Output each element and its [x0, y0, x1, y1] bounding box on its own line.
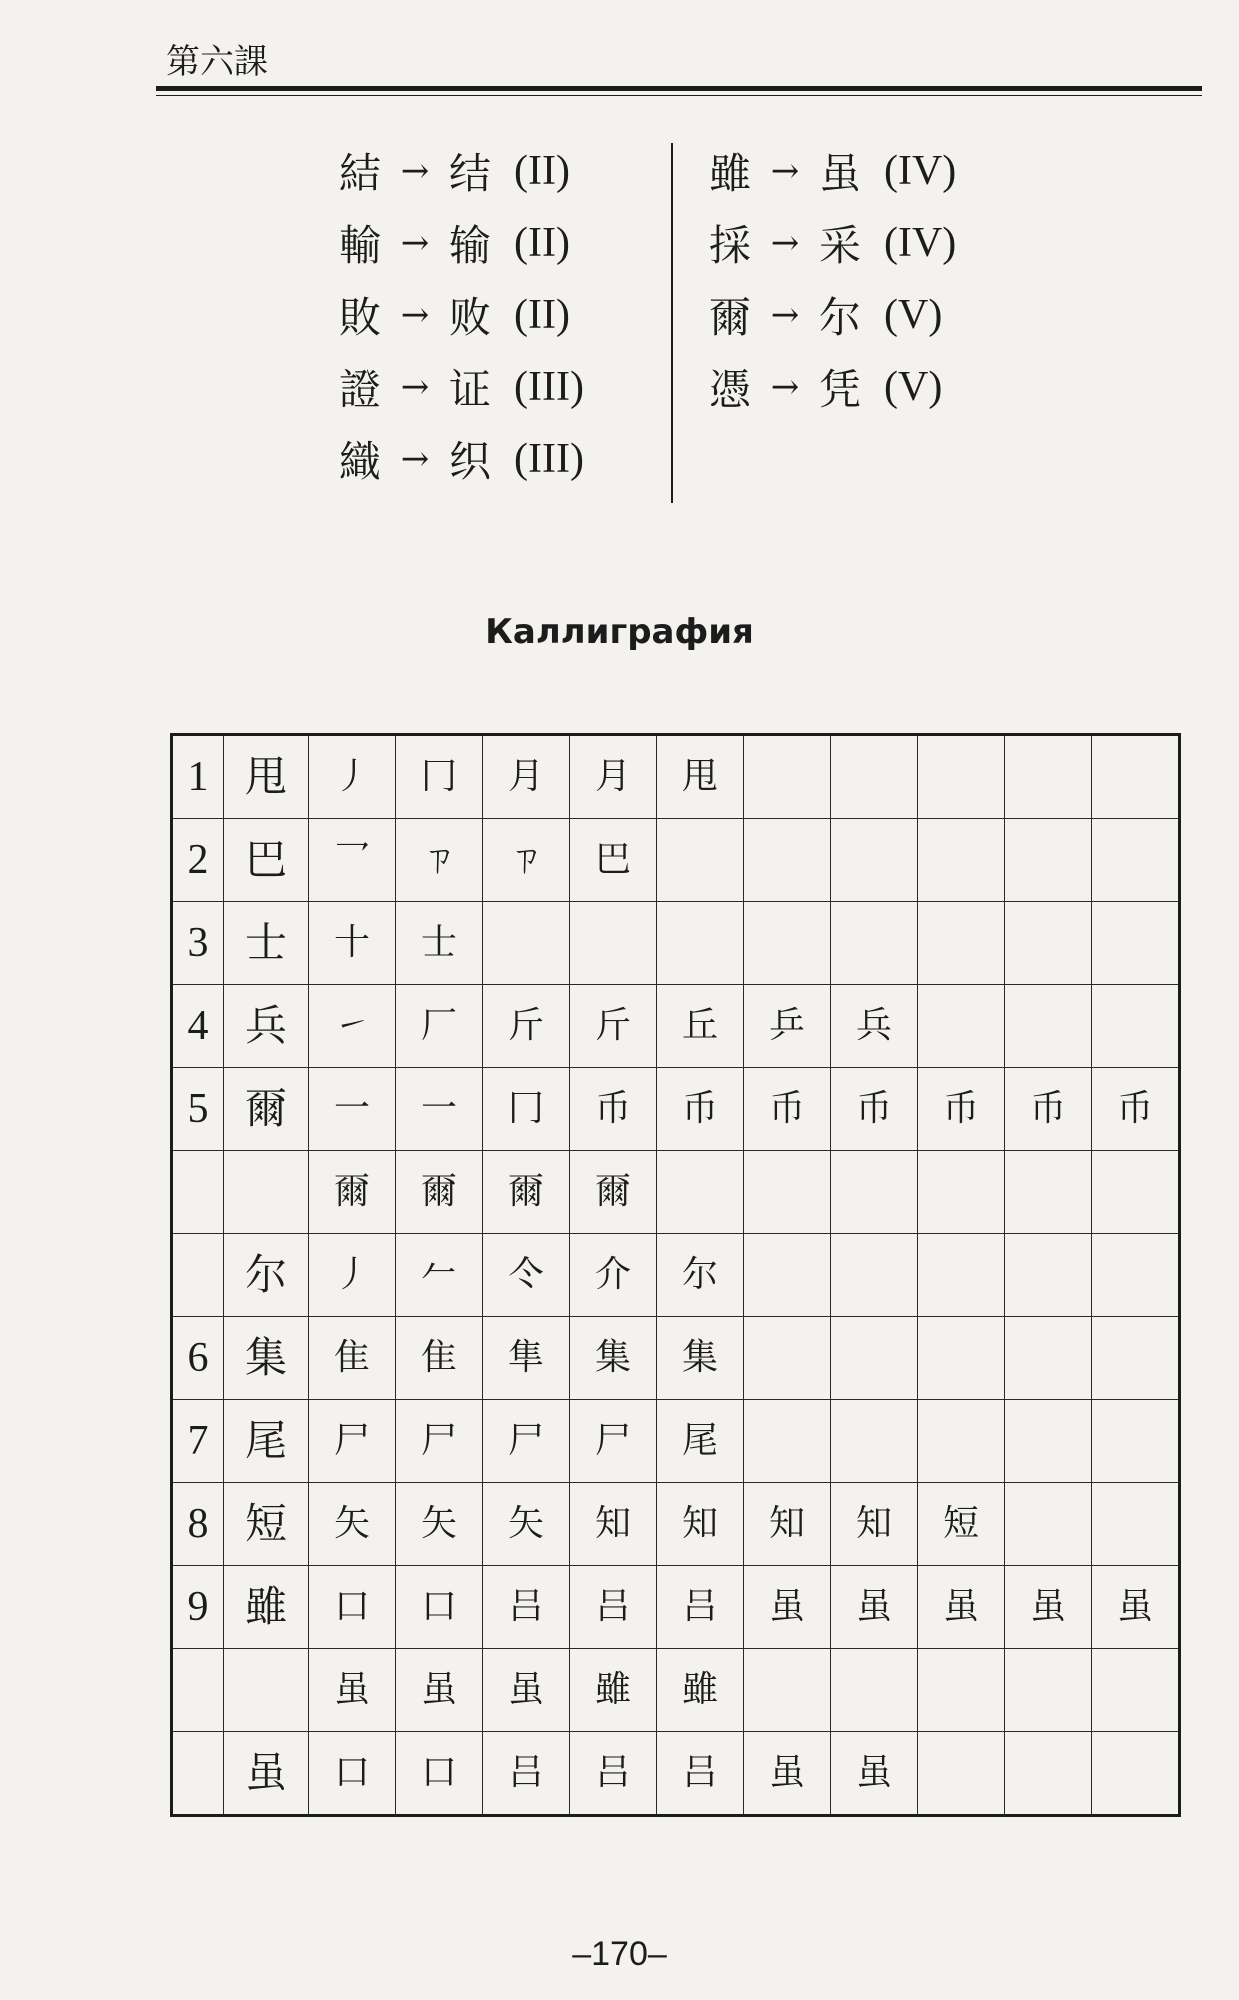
- stroke-step: 乛: [309, 819, 396, 902]
- stroke-step: 爾: [309, 1151, 396, 1234]
- stroke-step: [918, 735, 1005, 819]
- stroke-step: [1092, 1483, 1180, 1566]
- simplified-char: 织: [448, 437, 491, 486]
- simplification-group: (III): [514, 436, 584, 482]
- simplified-char: 败: [448, 293, 491, 342]
- section-title: Каллиграфия: [485, 612, 754, 652]
- stroke-step: [1005, 1732, 1092, 1816]
- simplification-column-left: [330, 135, 584, 495]
- stroke-step: [657, 819, 744, 902]
- stroke-step: [918, 1317, 1005, 1400]
- stroke-step: 币: [657, 1068, 744, 1151]
- simplification-row: [330, 279, 584, 351]
- full-character: 虽: [224, 1732, 309, 1816]
- stroke-step: 丿: [309, 735, 396, 819]
- table-row: [172, 902, 1180, 985]
- stroke-step: [1005, 902, 1092, 985]
- table-row: [172, 819, 1180, 902]
- arrow-icon: →: [400, 223, 430, 263]
- traditional-char: 證: [338, 365, 381, 414]
- row-number: 3: [172, 902, 224, 985]
- table-row: [172, 985, 1180, 1068]
- stroke-step: 口: [396, 1566, 483, 1649]
- traditional-char: 憑: [708, 365, 751, 414]
- stroke-step: 甩: [657, 735, 744, 819]
- stroke-step: 知: [657, 1483, 744, 1566]
- simplified-char: 结: [448, 149, 491, 198]
- full-character: [224, 1151, 309, 1234]
- stroke-step: 口: [309, 1566, 396, 1649]
- stroke-step: 介: [570, 1234, 657, 1317]
- row-number: 1: [172, 735, 224, 819]
- stroke-step: 尾: [657, 1400, 744, 1483]
- stroke-step: 丿: [309, 1234, 396, 1317]
- traditional-char: 輸: [338, 221, 381, 270]
- stroke-step: 口: [396, 1732, 483, 1816]
- row-number: [172, 1649, 224, 1732]
- stroke-step: [744, 902, 831, 985]
- stroke-step: 尸: [309, 1400, 396, 1483]
- stroke-step: 丘: [657, 985, 744, 1068]
- stroke-step: 集: [657, 1317, 744, 1400]
- simplified-char: 尔: [818, 293, 861, 342]
- full-character: 巴: [224, 819, 309, 902]
- stroke-step: [831, 1317, 918, 1400]
- traditional-char: 織: [338, 437, 381, 486]
- stroke-step: [657, 1151, 744, 1234]
- stroke-step: 仒: [483, 1234, 570, 1317]
- page-number: –170–: [572, 1935, 667, 1973]
- full-character: 雖: [224, 1566, 309, 1649]
- stroke-step: 虽: [396, 1649, 483, 1732]
- stroke-step: [918, 1234, 1005, 1317]
- arrow-icon: →: [400, 295, 430, 335]
- arrow-icon: →: [770, 151, 800, 191]
- stroke-step: [918, 819, 1005, 902]
- traditional-char: 爾: [708, 293, 751, 342]
- simplification-column-right: [700, 135, 956, 423]
- stroke-step: 尸: [483, 1400, 570, 1483]
- table-row: [172, 1068, 1180, 1151]
- stroke-step: 乒: [744, 985, 831, 1068]
- stroke-step: 虽: [1005, 1566, 1092, 1649]
- stroke-step: 虽: [831, 1566, 918, 1649]
- stroke-step: 吕: [657, 1732, 744, 1816]
- stroke-step: [831, 735, 918, 819]
- stroke-step: [831, 902, 918, 985]
- stroke-step: [1092, 1317, 1180, 1400]
- stroke-step: [918, 1400, 1005, 1483]
- stroke-step: 吕: [570, 1566, 657, 1649]
- full-character: 兵: [224, 985, 309, 1068]
- simplification-group: (V): [884, 364, 943, 410]
- simplification-row: [330, 351, 584, 423]
- simplification-row: [700, 279, 956, 351]
- stroke-step: ㄗ: [396, 819, 483, 902]
- stroke-step: [744, 1649, 831, 1732]
- stroke-step: 隼: [483, 1317, 570, 1400]
- full-character: 士: [224, 902, 309, 985]
- simplified-char: 证: [448, 365, 491, 414]
- stroke-step: 尸: [570, 1400, 657, 1483]
- row-number: [172, 1234, 224, 1317]
- stroke-step: [1005, 985, 1092, 1068]
- stroke-step: [744, 1400, 831, 1483]
- stroke-step: 厂: [396, 985, 483, 1068]
- stroke-step: [831, 819, 918, 902]
- stroke-step: [744, 1317, 831, 1400]
- stroke-step: 爾: [396, 1151, 483, 1234]
- arrow-icon: →: [770, 223, 800, 263]
- stroke-step: 虽: [831, 1732, 918, 1816]
- full-character: 短: [224, 1483, 309, 1566]
- traditional-char: 雖: [708, 149, 751, 198]
- stroke-step: [1092, 819, 1180, 902]
- stroke-step: 吕: [483, 1566, 570, 1649]
- stroke-step: [570, 902, 657, 985]
- simplified-char: 虽: [818, 149, 861, 198]
- full-character: [224, 1649, 309, 1732]
- stroke-step: 兵: [831, 985, 918, 1068]
- arrow-icon: →: [400, 151, 430, 191]
- stroke-step: [918, 1151, 1005, 1234]
- stroke-step: 虽: [309, 1649, 396, 1732]
- stroke-step: [1005, 1151, 1092, 1234]
- stroke-step: 雖: [657, 1649, 744, 1732]
- stroke-step: [744, 819, 831, 902]
- stroke-step: 币: [1092, 1068, 1180, 1151]
- stroke-step: 吕: [483, 1732, 570, 1816]
- simplified-char: 凭: [818, 365, 861, 414]
- simplified-char: 输: [448, 221, 491, 270]
- row-number: 7: [172, 1400, 224, 1483]
- stroke-step: 巴: [570, 819, 657, 902]
- table-row: [172, 1566, 1180, 1649]
- stroke-step: [1092, 1151, 1180, 1234]
- stroke-step: 币: [744, 1068, 831, 1151]
- simplification-group: (II): [514, 220, 570, 266]
- stroke-step: 月: [570, 735, 657, 819]
- stroke-step: 一: [396, 1068, 483, 1151]
- stroke-step: [831, 1400, 918, 1483]
- stroke-step: 虽: [918, 1566, 1005, 1649]
- stroke-step: [744, 1151, 831, 1234]
- traditional-char: 敗: [338, 293, 381, 342]
- full-character: 集: [224, 1317, 309, 1400]
- stroke-step: [1092, 735, 1180, 819]
- stroke-step: 虽: [483, 1649, 570, 1732]
- simplification-group: (III): [514, 364, 584, 410]
- row-number: 8: [172, 1483, 224, 1566]
- simplification-group: (IV): [884, 148, 957, 194]
- stroke-step: [918, 902, 1005, 985]
- stroke-step: [1005, 1400, 1092, 1483]
- stroke-step: [918, 1732, 1005, 1816]
- calligraphy-table: [170, 733, 1181, 1817]
- column-divider: [671, 143, 673, 503]
- stroke-step: ㇀: [309, 985, 396, 1068]
- stroke-step: [831, 1649, 918, 1732]
- simplification-group: (II): [514, 292, 570, 338]
- traditional-char: 結: [338, 149, 381, 198]
- simplification-row: [700, 207, 956, 279]
- table-row: [172, 1151, 1180, 1234]
- stroke-step: [1092, 902, 1180, 985]
- table-row: [172, 1649, 1180, 1732]
- stroke-step: 隹: [309, 1317, 396, 1400]
- stroke-step: 币: [570, 1068, 657, 1151]
- stroke-step: 尸: [396, 1400, 483, 1483]
- stroke-step: [1005, 1483, 1092, 1566]
- stroke-step: 知: [570, 1483, 657, 1566]
- stroke-step: [483, 902, 570, 985]
- stroke-step: [1005, 819, 1092, 902]
- table-row: [172, 1483, 1180, 1566]
- stroke-step: 矢: [396, 1483, 483, 1566]
- arrow-icon: →: [400, 439, 430, 479]
- simplification-row: [330, 207, 584, 279]
- stroke-step: [918, 1649, 1005, 1732]
- row-number: 2: [172, 819, 224, 902]
- row-number: 6: [172, 1317, 224, 1400]
- simplification-group: (IV): [884, 220, 957, 266]
- stroke-step: 冂: [396, 735, 483, 819]
- simplification-list: [330, 135, 980, 495]
- stroke-step: 斤: [483, 985, 570, 1068]
- stroke-step: [1005, 1649, 1092, 1732]
- stroke-step: 吕: [570, 1732, 657, 1816]
- stroke-step: [1092, 1649, 1180, 1732]
- full-character: 甩: [224, 735, 309, 819]
- stroke-step: [1005, 1234, 1092, 1317]
- stroke-step: [831, 1151, 918, 1234]
- simplification-row: [700, 351, 956, 423]
- stroke-step: 隹: [396, 1317, 483, 1400]
- stroke-step: 雖: [570, 1649, 657, 1732]
- stroke-step: 口: [309, 1732, 396, 1816]
- table-row: [172, 735, 1180, 819]
- stroke-step: 矢: [309, 1483, 396, 1566]
- table-row: [172, 1234, 1180, 1317]
- row-number: 5: [172, 1068, 224, 1151]
- stroke-step: ㄗ: [483, 819, 570, 902]
- header-rule-thin: [156, 95, 1202, 96]
- stroke-step: [1092, 1732, 1180, 1816]
- simplified-char: 采: [818, 221, 861, 270]
- stroke-step: 𠂉: [396, 1234, 483, 1317]
- stroke-step: [1092, 1234, 1180, 1317]
- stroke-step: 币: [918, 1068, 1005, 1151]
- full-character: 尔: [224, 1234, 309, 1317]
- stroke-step: 十: [309, 902, 396, 985]
- stroke-step: 斤: [570, 985, 657, 1068]
- stroke-step: 币: [831, 1068, 918, 1151]
- row-number: [172, 1732, 224, 1816]
- page-header-title: 第六課: [166, 42, 268, 82]
- arrow-icon: →: [770, 295, 800, 335]
- stroke-step: [1005, 735, 1092, 819]
- simplification-group: (II): [514, 148, 570, 194]
- stroke-step: 月: [483, 735, 570, 819]
- stroke-step: [1092, 1400, 1180, 1483]
- simplification-row: [330, 135, 584, 207]
- row-number: 4: [172, 985, 224, 1068]
- simplification-row: [700, 135, 956, 207]
- stroke-step: 冂: [483, 1068, 570, 1151]
- table-row: [172, 1317, 1180, 1400]
- simplification-row: [330, 423, 584, 495]
- stroke-step: 爾: [570, 1151, 657, 1234]
- stroke-step: 集: [570, 1317, 657, 1400]
- arrow-icon: →: [400, 367, 430, 407]
- stroke-step: 一: [309, 1068, 396, 1151]
- simplification-group: (V): [884, 292, 943, 338]
- stroke-step: [744, 735, 831, 819]
- stroke-step: 虽: [744, 1566, 831, 1649]
- stroke-step: [1005, 1317, 1092, 1400]
- stroke-step: [1092, 985, 1180, 1068]
- traditional-char: 採: [708, 221, 751, 270]
- stroke-step: 短: [918, 1483, 1005, 1566]
- stroke-step: 尔: [657, 1234, 744, 1317]
- row-number: [172, 1151, 224, 1234]
- table-row: [172, 1400, 1180, 1483]
- full-character: 尾: [224, 1400, 309, 1483]
- table-row: [172, 1732, 1180, 1816]
- stroke-step: 吕: [657, 1566, 744, 1649]
- stroke-step: [918, 985, 1005, 1068]
- full-character: 爾: [224, 1068, 309, 1151]
- stroke-step: 知: [744, 1483, 831, 1566]
- stroke-step: 虽: [1092, 1566, 1180, 1649]
- stroke-step: 士: [396, 902, 483, 985]
- header-rule-thick: [156, 86, 1202, 91]
- stroke-step: [744, 1234, 831, 1317]
- row-number: 9: [172, 1566, 224, 1649]
- arrow-icon: →: [770, 367, 800, 407]
- stroke-step: [831, 1234, 918, 1317]
- stroke-step: 矢: [483, 1483, 570, 1566]
- stroke-step: 虽: [744, 1732, 831, 1816]
- stroke-step: 币: [1005, 1068, 1092, 1151]
- stroke-step: 爾: [483, 1151, 570, 1234]
- stroke-step: 知: [831, 1483, 918, 1566]
- stroke-step: [657, 902, 744, 985]
